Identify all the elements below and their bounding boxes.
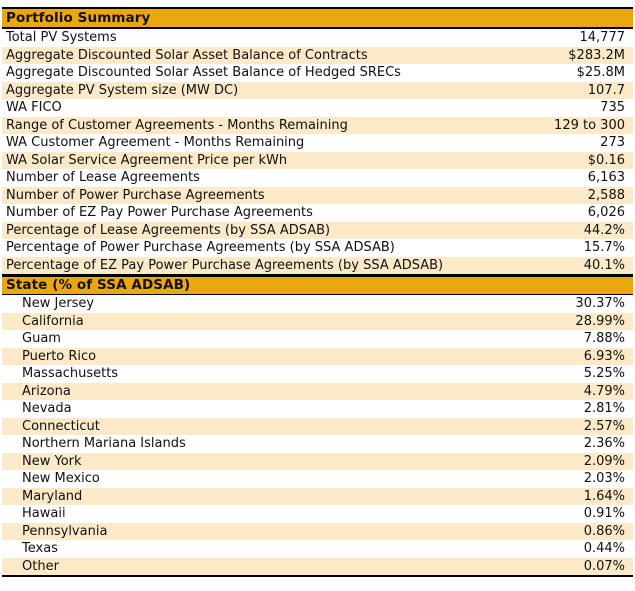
table-row <box>2 152 633 170</box>
portfolio-summary-section <box>2 7 633 274</box>
row-value: 0.86% <box>583 523 625 539</box>
state-breakdown-section <box>2 274 633 577</box>
table-row <box>2 313 633 331</box>
row-label: Range of Customer Agreements - Months Remaining <box>6 117 348 133</box>
row-label: Pennsylvania <box>22 523 108 539</box>
state-breakdown-header: State (% of SSA ADSAB) <box>2 274 633 295</box>
table-row <box>2 47 633 65</box>
portfolio-summary-header: Portfolio Summary <box>2 7 633 29</box>
row-label: Percentage of Power Purchase Agreements (by SSA ADSAB) <box>6 240 395 256</box>
table-row <box>2 169 633 187</box>
table-row <box>2 488 633 506</box>
table-row <box>2 99 633 117</box>
table-row <box>2 435 633 453</box>
row-label: Total PV Systems <box>6 30 117 46</box>
row-label: Connecticut <box>22 418 100 434</box>
table-row <box>2 82 633 100</box>
row-label: Guam <box>22 331 61 347</box>
table-row <box>2 117 633 135</box>
row-label: Massachusetts <box>22 366 119 382</box>
state-breakdown-rows <box>2 295 633 577</box>
row-value: 0.07% <box>583 558 625 574</box>
row-label: WA FICO <box>6 100 62 116</box>
row-value: 735 <box>600 100 625 116</box>
row-value: 2.57% <box>583 418 625 434</box>
row-value: 2.36% <box>583 436 625 452</box>
row-label: Percentage of EZ Pay Power Purchase Agreements (by SSA ADSAB) <box>6 257 444 273</box>
table-row <box>2 64 633 82</box>
row-value: 44.2% <box>583 222 625 238</box>
row-value: 2.09% <box>583 453 625 469</box>
table-row <box>2 365 633 383</box>
row-value: 2,588 <box>587 187 625 203</box>
table-row <box>2 295 633 313</box>
row-label: Other <box>22 558 59 574</box>
row-label: New York <box>22 453 82 469</box>
row-value: 6,026 <box>587 205 625 221</box>
row-label: Number of EZ Pay Power Purchase Agreements <box>6 205 313 221</box>
table-row <box>2 134 633 152</box>
table-row <box>2 470 633 488</box>
table-row <box>2 187 633 205</box>
row-value: 5.25% <box>583 366 625 382</box>
table-row <box>2 400 633 418</box>
row-value: 28.99% <box>575 313 625 329</box>
row-value: 6,163 <box>587 170 625 186</box>
table-row <box>2 453 633 471</box>
table-row <box>2 239 633 257</box>
row-value: 107.7 <box>587 82 625 98</box>
row-value: 30.37% <box>575 296 625 312</box>
table-row <box>2 418 633 436</box>
row-label: WA Solar Service Agreement Price per kWh <box>6 152 288 168</box>
table-row <box>2 558 633 576</box>
row-value: 6.93% <box>583 348 625 364</box>
row-label: WA Customer Agreement - Months Remaining <box>6 135 305 151</box>
row-value: 2.81% <box>583 401 625 417</box>
table-row <box>2 204 633 222</box>
row-label: Northern Mariana Islands <box>22 436 186 452</box>
row-value: 2.03% <box>583 471 625 487</box>
row-value: $0.16 <box>587 152 625 168</box>
table-row <box>2 257 633 275</box>
row-value: $283.2M <box>568 47 625 63</box>
row-value: 40.1% <box>583 257 625 273</box>
portfolio-report <box>2 7 633 577</box>
portfolio-summary-rows <box>2 29 633 274</box>
row-value: 4.79% <box>583 383 625 399</box>
row-label: Hawaii <box>22 506 66 522</box>
row-label: Arizona <box>22 383 71 399</box>
row-value: 14,777 <box>579 30 625 46</box>
row-value: 15.7% <box>583 240 625 256</box>
row-label: Number of Power Purchase Agreements <box>6 187 265 203</box>
row-label: Texas <box>22 541 58 557</box>
table-row <box>2 523 633 541</box>
row-value: 273 <box>600 135 625 151</box>
table-row <box>2 330 633 348</box>
row-value: 1.64% <box>583 488 625 504</box>
row-label: New Mexico <box>22 471 100 487</box>
table-row <box>2 383 633 401</box>
row-value: 0.44% <box>583 541 625 557</box>
table-row <box>2 540 633 558</box>
table-row <box>2 29 633 47</box>
row-label: Aggregate Discounted Solar Asset Balance of Contracts <box>6 47 368 63</box>
table-row <box>2 348 633 366</box>
row-value: $25.8M <box>576 65 625 81</box>
row-label: California <box>22 313 84 329</box>
row-label: New Jersey <box>22 296 95 312</box>
table-row <box>2 505 633 523</box>
row-label: Puerto Rico <box>22 348 97 364</box>
row-value: 7.88% <box>583 331 625 347</box>
row-label: Number of Lease Agreements <box>6 170 200 186</box>
row-label: Aggregate PV System size (MW DC) <box>6 82 239 98</box>
row-label: Aggregate Discounted Solar Asset Balance of Hedged SRECs <box>6 65 401 81</box>
row-value: 129 to 300 <box>554 117 625 133</box>
row-label: Maryland <box>22 488 83 504</box>
row-label: Nevada <box>22 401 72 417</box>
row-label: Percentage of Lease Agreements (by SSA ADSAB) <box>6 222 331 238</box>
table-row <box>2 222 633 240</box>
row-value: 0.91% <box>583 506 625 522</box>
